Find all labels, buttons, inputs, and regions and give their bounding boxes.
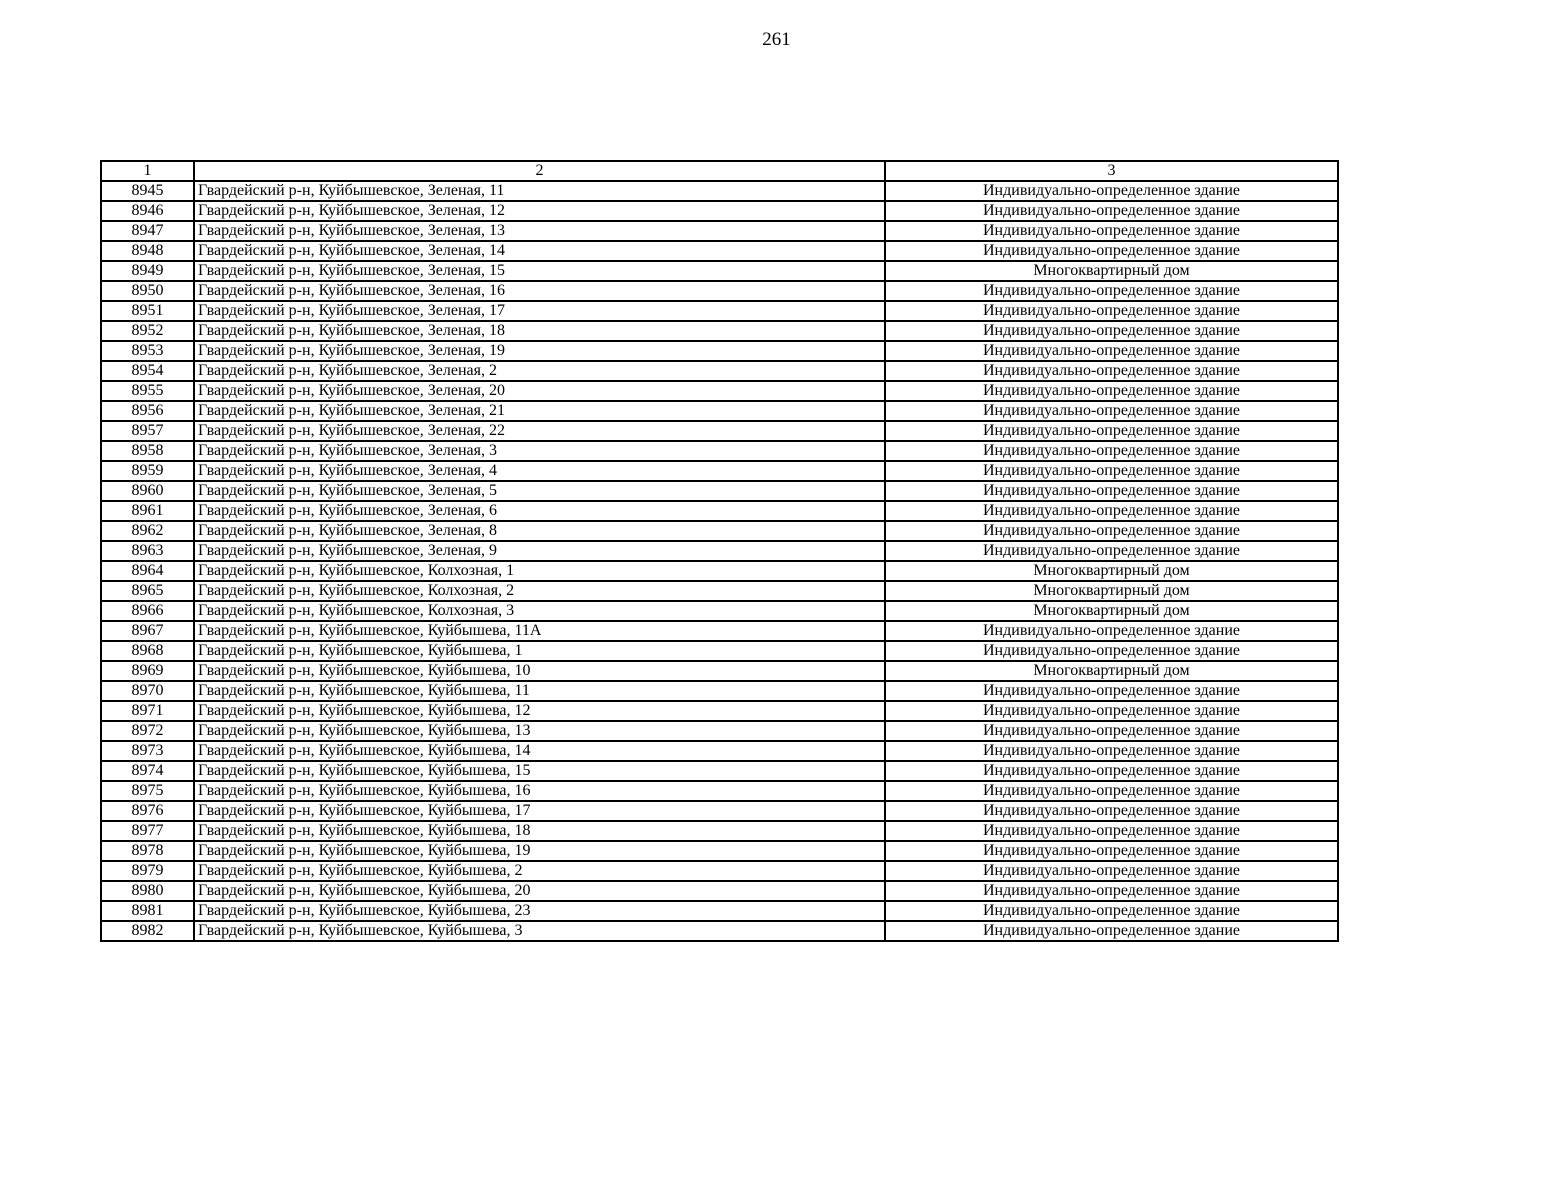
row-address: Гвардейский р-н, Куйбышевское, Зеленая, 4	[194, 461, 885, 481]
row-number: 8975	[101, 781, 194, 801]
table-row	[101, 541, 1338, 561]
row-address: Гвардейский р-н, Куйбышевское, Зеленая, 20	[194, 381, 885, 401]
row-address: Гвардейский р-н, Куйбышевское, Куйбышева, 3	[194, 921, 885, 941]
row-address: Гвардейский р-н, Куйбышевское, Куйбышева, 2	[194, 861, 885, 881]
table-row	[101, 261, 1338, 281]
row-building-type: Индивидуально-определенное здание	[885, 641, 1338, 661]
table-row	[101, 301, 1338, 321]
row-number: 8974	[101, 761, 194, 781]
row-building-type: Индивидуально-определенное здание	[885, 401, 1338, 421]
row-address: Гвардейский р-н, Куйбышевское, Зеленая, 14	[194, 241, 885, 261]
column-header-3: 3	[885, 161, 1338, 181]
table-row	[101, 781, 1338, 801]
table-row	[101, 821, 1338, 841]
row-building-type: Индивидуально-определенное здание	[885, 241, 1338, 261]
row-address: Гвардейский р-н, Куйбышевское, Зеленая, 9	[194, 541, 885, 561]
row-address: Гвардейский р-н, Куйбышевское, Колхозная, 3	[194, 601, 885, 621]
row-address: Гвардейский р-н, Куйбышевское, Куйбышева, 13	[194, 721, 885, 741]
row-address: Гвардейский р-н, Куйбышевское, Зеленая, 5	[194, 481, 885, 501]
table-row	[101, 581, 1338, 601]
row-address: Гвардейский р-н, Куйбышевское, Зеленая, 18	[194, 321, 885, 341]
row-building-type: Индивидуально-определенное здание	[885, 741, 1338, 761]
row-building-type: Индивидуально-определенное здание	[885, 381, 1338, 401]
table-row	[101, 241, 1338, 261]
row-number: 8979	[101, 861, 194, 881]
row-building-type: Индивидуально-определенное здание	[885, 221, 1338, 241]
row-address: Гвардейский р-н, Куйбышевское, Куйбышева, 17	[194, 801, 885, 821]
row-number: 8958	[101, 441, 194, 461]
row-address: Гвардейский р-н, Куйбышевское, Зеленая, 16	[194, 281, 885, 301]
table-row	[101, 841, 1338, 861]
row-building-type: Индивидуально-определенное здание	[885, 441, 1338, 461]
row-number: 8973	[101, 741, 194, 761]
row-number: 8980	[101, 881, 194, 901]
table-row	[101, 221, 1338, 241]
row-number: 8961	[101, 501, 194, 521]
row-address: Гвардейский р-н, Куйбышевское, Колхозная, 2	[194, 581, 885, 601]
row-building-type: Многоквартирный дом	[885, 561, 1338, 581]
row-address: Гвардейский р-н, Куйбышевское, Куйбышева, 18	[194, 821, 885, 841]
row-building-type: Индивидуально-определенное здание	[885, 361, 1338, 381]
row-building-type: Индивидуально-определенное здание	[885, 781, 1338, 801]
row-building-type: Индивидуально-определенное здание	[885, 901, 1338, 921]
row-building-type: Индивидуально-определенное здание	[885, 341, 1338, 361]
table-row	[101, 401, 1338, 421]
row-building-type: Индивидуально-определенное здание	[885, 921, 1338, 941]
row-number: 8976	[101, 801, 194, 821]
table-row	[101, 521, 1338, 541]
row-number: 8972	[101, 721, 194, 741]
row-building-type: Индивидуально-определенное здание	[885, 321, 1338, 341]
row-number: 8968	[101, 641, 194, 661]
row-building-type: Многоквартирный дом	[885, 661, 1338, 681]
row-address: Гвардейский р-н, Куйбышевское, Куйбышева, 12	[194, 701, 885, 721]
row-number: 8962	[101, 521, 194, 541]
row-number: 8947	[101, 221, 194, 241]
table-row	[101, 861, 1338, 881]
row-number: 8964	[101, 561, 194, 581]
row-number: 8965	[101, 581, 194, 601]
row-number: 8950	[101, 281, 194, 301]
row-address: Гвардейский р-н, Куйбышевское, Куйбышева, 11А	[194, 621, 885, 641]
row-number: 8970	[101, 681, 194, 701]
row-number: 8954	[101, 361, 194, 381]
row-building-type: Индивидуально-определенное здание	[885, 541, 1338, 561]
row-building-type: Индивидуально-определенное здание	[885, 861, 1338, 881]
row-building-type: Индивидуально-определенное здание	[885, 701, 1338, 721]
building-registry-table	[100, 160, 1339, 942]
row-number: 8978	[101, 841, 194, 861]
row-number: 8977	[101, 821, 194, 841]
row-number: 8959	[101, 461, 194, 481]
row-building-type: Индивидуально-определенное здание	[885, 301, 1338, 321]
table-row	[101, 901, 1338, 921]
row-address: Гвардейский р-н, Куйбышевское, Зеленая, 21	[194, 401, 885, 421]
row-address: Гвардейский р-н, Куйбышевское, Куйбышева, 1	[194, 641, 885, 661]
table-row	[101, 481, 1338, 501]
row-number: 8966	[101, 601, 194, 621]
row-number: 8946	[101, 201, 194, 221]
table-row	[101, 681, 1338, 701]
row-building-type: Индивидуально-определенное здание	[885, 461, 1338, 481]
table-row	[101, 281, 1338, 301]
row-building-type: Индивидуально-определенное здание	[885, 681, 1338, 701]
row-number: 8956	[101, 401, 194, 421]
row-address: Гвардейский р-н, Куйбышевское, Зеленая, 11	[194, 181, 885, 201]
row-building-type: Индивидуально-определенное здание	[885, 621, 1338, 641]
table-header-row	[101, 161, 1338, 181]
table-body	[101, 161, 1338, 941]
row-address: Гвардейский р-н, Куйбышевское, Зеленая, 22	[194, 421, 885, 441]
table-row	[101, 441, 1338, 461]
row-address: Гвардейский р-н, Куйбышевское, Куйбышева, 19	[194, 841, 885, 861]
column-header-2: 2	[194, 161, 885, 181]
table-row	[101, 321, 1338, 341]
row-building-type: Индивидуально-определенное здание	[885, 281, 1338, 301]
row-address: Гвардейский р-н, Куйбышевское, Зеленая, 15	[194, 261, 885, 281]
column-header-1: 1	[101, 161, 194, 181]
row-building-type: Индивидуально-определенное здание	[885, 721, 1338, 741]
row-number: 8955	[101, 381, 194, 401]
row-address: Гвардейский р-н, Куйбышевское, Куйбышева, 20	[194, 881, 885, 901]
row-address: Гвардейский р-н, Куйбышевское, Зеленая, 3	[194, 441, 885, 461]
row-number: 8952	[101, 321, 194, 341]
row-address: Гвардейский р-н, Куйбышевское, Зеленая, 13	[194, 221, 885, 241]
row-building-type: Индивидуально-определенное здание	[885, 881, 1338, 901]
row-number: 8949	[101, 261, 194, 281]
row-building-type: Индивидуально-определенное здание	[885, 841, 1338, 861]
row-number: 8960	[101, 481, 194, 501]
row-address: Гвардейский р-н, Куйбышевское, Куйбышева, 23	[194, 901, 885, 921]
table-row	[101, 741, 1338, 761]
table-row	[101, 461, 1338, 481]
row-address: Гвардейский р-н, Куйбышевское, Зеленая, 8	[194, 521, 885, 541]
table-row	[101, 361, 1338, 381]
row-building-type: Индивидуально-определенное здание	[885, 181, 1338, 201]
row-address: Гвардейский р-н, Куйбышевское, Зеленая, 2	[194, 361, 885, 381]
row-address: Гвардейский р-н, Куйбышевское, Зеленая, 17	[194, 301, 885, 321]
row-number: 8951	[101, 301, 194, 321]
row-building-type: Многоквартирный дом	[885, 261, 1338, 281]
row-address: Гвардейский р-н, Куйбышевское, Зеленая, 12	[194, 201, 885, 221]
row-number: 8969	[101, 661, 194, 681]
row-number: 8945	[101, 181, 194, 201]
table-row	[101, 341, 1338, 361]
row-number: 8981	[101, 901, 194, 921]
table-row	[101, 721, 1338, 741]
row-address: Гвардейский р-н, Куйбышевское, Зеленая, 19	[194, 341, 885, 361]
row-address: Гвардейский р-н, Куйбышевское, Куйбышева, 15	[194, 761, 885, 781]
row-address: Гвардейский р-н, Куйбышевское, Куйбышева, 10	[194, 661, 885, 681]
row-address: Гвардейский р-н, Куйбышевское, Куйбышева, 14	[194, 741, 885, 761]
row-number: 8963	[101, 541, 194, 561]
row-address: Гвардейский р-н, Куйбышевское, Куйбышева, 16	[194, 781, 885, 801]
row-number: 8957	[101, 421, 194, 441]
page-number: 261	[762, 29, 791, 50]
row-building-type: Индивидуально-определенное здание	[885, 421, 1338, 441]
table-row	[101, 801, 1338, 821]
row-address: Гвардейский р-н, Куйбышевское, Куйбышева, 11	[194, 681, 885, 701]
table-row	[101, 881, 1338, 901]
row-number: 8971	[101, 701, 194, 721]
table-row	[101, 921, 1338, 941]
row-building-type: Многоквартирный дом	[885, 601, 1338, 621]
row-building-type: Индивидуально-определенное здание	[885, 201, 1338, 221]
row-number: 8953	[101, 341, 194, 361]
row-building-type: Индивидуально-определенное здание	[885, 761, 1338, 781]
row-building-type: Многоквартирный дом	[885, 581, 1338, 601]
row-number: 8982	[101, 921, 194, 941]
table-row	[101, 561, 1338, 581]
table-row	[101, 761, 1338, 781]
row-address: Гвардейский р-н, Куйбышевское, Зеленая, 6	[194, 501, 885, 521]
table-row	[101, 701, 1338, 721]
table-row	[101, 501, 1338, 521]
row-building-type: Индивидуально-определенное здание	[885, 501, 1338, 521]
table-row	[101, 621, 1338, 641]
table-row	[101, 641, 1338, 661]
row-building-type: Индивидуально-определенное здание	[885, 821, 1338, 841]
table-row	[101, 201, 1338, 221]
table-row	[101, 381, 1338, 401]
table-row	[101, 601, 1338, 621]
row-building-type: Индивидуально-определенное здание	[885, 801, 1338, 821]
table-row	[101, 661, 1338, 681]
row-number: 8967	[101, 621, 194, 641]
row-building-type: Индивидуально-определенное здание	[885, 521, 1338, 541]
row-address: Гвардейский р-н, Куйбышевское, Колхозная, 1	[194, 561, 885, 581]
row-building-type: Индивидуально-определенное здание	[885, 481, 1338, 501]
table-row	[101, 181, 1338, 201]
row-number: 8948	[101, 241, 194, 261]
table-row	[101, 421, 1338, 441]
